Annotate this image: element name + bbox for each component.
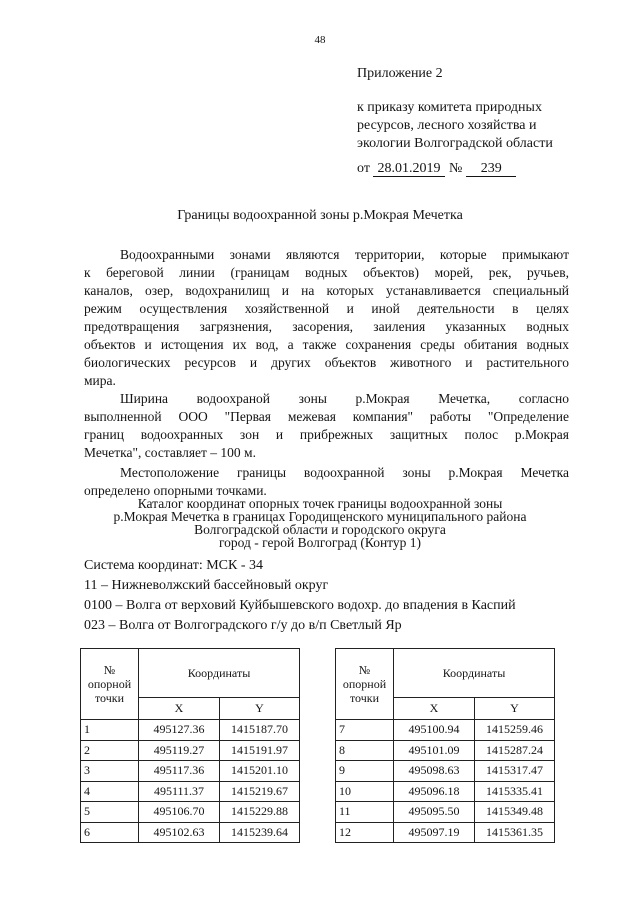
y-value: 1415335.41: [475, 781, 555, 802]
y-header: Y: [220, 698, 300, 720]
table-row: [336, 761, 555, 782]
document-title: Границы водоохранной зоны р.Мокрая Мечетка: [177, 208, 463, 223]
point-number: 4: [81, 781, 139, 802]
x-header: X: [394, 698, 475, 720]
table-row: [81, 822, 300, 843]
x-value: 495102.63: [139, 822, 220, 843]
table-row: [336, 720, 555, 741]
catalog-title-line: Каталог координат опорных точек границы водоохранной зоны: [137, 496, 503, 511]
point-number: 8: [336, 740, 394, 761]
x-value: 495098.63: [394, 761, 475, 782]
table-row: [81, 740, 300, 761]
catalog-title-line: Волгоградской области и городского округа: [194, 522, 446, 537]
point-number: 10: [336, 781, 394, 802]
page-number: 48: [314, 34, 326, 46]
point-number: 2: [81, 740, 139, 761]
paragraph-2-line: Ширина водоохраной зоны р.Мокрая Мечетка, согласно: [120, 391, 569, 406]
paragraph-2-line: Мечетка", составляет – 100 м.: [84, 445, 256, 460]
paragraph-1-line: биологических ресурсов и других объектов животного и растительного: [84, 355, 569, 370]
order-from-label: от: [357, 161, 370, 176]
x-value: 495106.70: [139, 802, 220, 823]
point-number: 7: [336, 720, 394, 741]
x-header: X: [139, 698, 220, 720]
coordinate-system: Система координат: МСК - 34: [84, 558, 264, 573]
x-value: 495096.18: [394, 781, 475, 802]
table-row: [81, 761, 300, 782]
paragraph-1-line: режим осуществления хозяйственной и иной деятельности в целях: [84, 301, 569, 316]
table-row: [336, 822, 555, 843]
paragraph-1-line: к береговой линии (границам водных объектов) морей, рек, ручьев,: [84, 265, 569, 280]
y-value: 1415191.97: [220, 740, 300, 761]
y-value: 1415201.10: [220, 761, 300, 782]
appendix-line-2: ресурсов, лесного хозяйства и: [357, 118, 537, 133]
paragraph-1-line: предотвращения загрязнения, засорения, заиления указанных водных: [84, 319, 569, 334]
y-value: 1415259.46: [475, 720, 555, 741]
paragraph-3-line: определено опорными точками.: [84, 483, 267, 498]
x-value: 495100.94: [394, 720, 475, 741]
x-value: 495101.09: [394, 740, 475, 761]
point-number: 9: [336, 761, 394, 782]
paragraph-1-line: объектов и истощения их вод, а также сохранения среды обитания водных: [84, 337, 569, 352]
paragraph-2-line: границ водоохранных зон и прибрежных защитных полос р.Мокрая: [84, 427, 569, 442]
point-number: 12: [336, 822, 394, 843]
table-row: [336, 740, 555, 761]
y-value: 1415239.64: [220, 822, 300, 843]
point-number: 3: [81, 761, 139, 782]
y-value: 1415349.48: [475, 802, 555, 823]
table-row: [81, 802, 300, 823]
table-row: [336, 802, 555, 823]
paragraph-1-line: мира.: [84, 373, 116, 388]
appendix-title: Приложение 2: [357, 66, 443, 81]
x-value: 495097.19: [394, 822, 475, 843]
point-number-header: № опорной точки: [81, 649, 139, 720]
appendix-line-1: к приказу комитета природных: [357, 100, 542, 115]
point-number: 5: [81, 802, 139, 823]
water-subsection: 023 – Волга от Волгоградского г/у до в/п Светлый Яр: [84, 618, 402, 633]
y-value: 1415187.70: [220, 720, 300, 741]
y-value: 1415287.24: [475, 740, 555, 761]
y-value: 1415361.35: [475, 822, 555, 843]
paragraph-2-line: выполненной ООО "Первая межевая компания" работы "Определение: [84, 409, 569, 424]
paragraph-3-line: Местоположение границы водоохранной зоны р.Мокрая Мечетка: [120, 465, 569, 480]
table-row: [81, 720, 300, 741]
order-number: 239: [466, 161, 516, 177]
catalog-title-line: р.Мокрая Мечетка в границах Городищенского муниципального района: [113, 509, 527, 524]
order-number-label: №: [448, 161, 463, 176]
paragraph-1-line: каналов, озер, водохранилищ и на которых устанавливается специальный: [84, 283, 569, 298]
appendix-line-3: экологии Волгоградской области: [357, 136, 553, 151]
y-header: Y: [475, 698, 555, 720]
order-date: 28.01.2019: [373, 161, 445, 177]
table-row: [336, 781, 555, 802]
x-value: 495127.36: [139, 720, 220, 741]
catalog-title-line: город - герой Волгоград (Контур 1): [218, 535, 422, 550]
y-value: 1415317.47: [475, 761, 555, 782]
point-number: 11: [336, 802, 394, 823]
point-number: 1: [81, 720, 139, 741]
water-section: 0100 – Волга от верховий Куйбышевского водохр. до впадения в Каспий: [84, 598, 516, 613]
y-value: 1415219.67: [220, 781, 300, 802]
coordinates-table-left: [80, 648, 300, 843]
point-number-header: № опорной точки: [336, 649, 394, 720]
order-reference: [357, 160, 516, 178]
table-row: [81, 781, 300, 802]
x-value: 495111.37: [139, 781, 220, 802]
x-value: 495117.36: [139, 761, 220, 782]
coordinates-header: Координаты: [139, 649, 300, 698]
coordinates-table-right: [335, 648, 555, 843]
basin-district: 11 – Нижневолжский бассейновый округ: [84, 578, 329, 593]
coordinates-header: Координаты: [394, 649, 555, 698]
paragraph-1-line: Водоохранными зонами являются территории, которые примыкают: [120, 247, 569, 262]
x-value: 495119.27: [139, 740, 220, 761]
x-value: 495095.50: [394, 802, 475, 823]
y-value: 1415229.88: [220, 802, 300, 823]
point-number: 6: [81, 822, 139, 843]
